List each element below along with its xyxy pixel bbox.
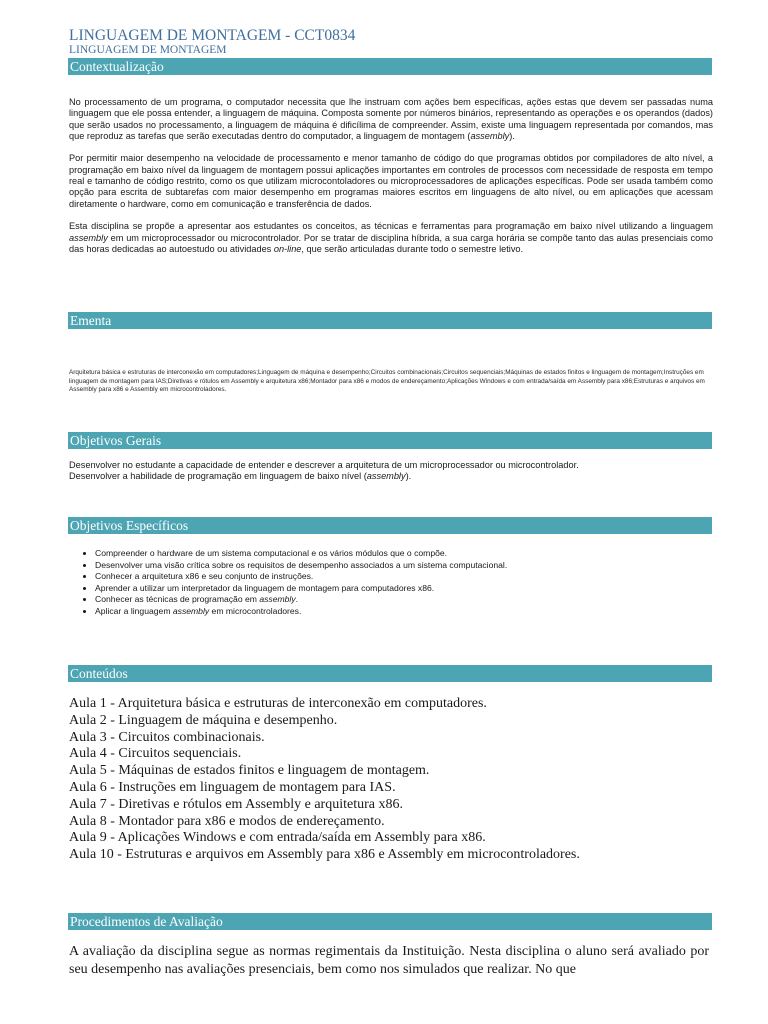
page-title: LINGUAGEM DE MONTAGEM - CCT0834 (69, 27, 356, 44)
section-header-contextualizacao: Contextualização (68, 58, 712, 75)
aula-item: Aula 10 - Estruturas e arquivos em Assembly para x86 e Assembly em microcontroladores. (69, 847, 580, 863)
section-header-objetivos-gerais: Objetivos Gerais (68, 432, 712, 449)
contextualizacao-paragraph-2: Por permitir maior desempenho na velocidade de processamento e menor tamanho de código do que programas obtidos por compiladores de alto nível, a programação em baixo nível da linguagem de montagem possui aplicações importantes em controles de processos com necessidade de resposta em tempo real e tamanho de código restrito, como os que utilizam microcontoladores ou microprocessadores de aplicações específicas. Pode ser usada também como opção para escrita de subtarefas com maior desempenho em programas maiores escritos em linguagens de alto nível, ou em aplicações que acessam diretamente o hardware, como em comunicação e transferência de dados. (69, 153, 713, 209)
contextualizacao-text (69, 97, 713, 255)
objetivo-geral-2: Desenvolver a habilidade de programação em linguagem de baixo nível (assembly). (69, 471, 412, 482)
list-item: • Aprender a utilizar um interpretador da linguagem de montagem para computadores x86. (95, 583, 715, 595)
aula-item: Aula 3 - Circuitos combinacionais. (69, 729, 265, 745)
aula-item: Aula 5 - Máquinas de estados finitos e linguagem de montagem. (69, 763, 430, 779)
list-item: • Aplicar a linguagem assembly em microcontroladores. (95, 606, 715, 618)
contextualizacao-paragraph-3: Esta disciplina se propõe a apresentar aos estudantes os conceitos, as técnicas e ferramentas para programação em baixo nível utilizando a linguagem assembly em um microprocessador ou microcontrolador. Por se tratar de disciplina híbrida, a sua carga horária se compõe tanto das aulas presenciais como das horas dedicadas ao autoestudo ou atividades on-line, que serão articuladas durante todo o semestre letivo. (69, 221, 713, 254)
objetivos-gerais-text (69, 460, 719, 483)
contextualizacao-paragraph-1: No processamento de um programa, o computador necessita que lhe instruam com ações bem específicas, ações estas que devem ser passadas numa linguagem que ele possa entender, a linguagem de máquina. Composta somente por números binários, representando as operações e os operandos (dados) que serão usados no processamento, a linguagem de máquina é dificílima de compreender. Assim, existe uma linguagem representada por comandos, mas que reproduz as tarefas que serão executadas dentro do computador, a linguagem de montagem (assembly). (69, 97, 713, 141)
aula-item: Aula 1 - Arquitetura básica e estruturas de interconexão em computadores. (69, 696, 487, 711)
section-header-conteudos: Conteúdos (68, 665, 712, 682)
objetivos-especificos-list (69, 548, 715, 617)
conteudos-list (69, 696, 709, 864)
list-item: • Conhecer as técnicas de programação em assembly. (95, 594, 715, 606)
page-subtitle: LINGUAGEM DE MONTAGEM (69, 44, 227, 56)
objetivo-geral-1: Desenvolver no estudante a capacidade de entender e descrever a arquitetura de um microprocessador ou microcontrolador. (69, 460, 579, 470)
aula-item: Aula 8 - Montador para x86 e modos de endereçamento. (69, 813, 385, 829)
aula-item: Aula 9 - Aplicações Windows e com entrada/saída em Assembly para x86. (69, 830, 486, 846)
list-item: • Compreender o hardware de um sistema computacional e os vários módulos que o compõe. (95, 548, 715, 560)
procedimentos-text: A avaliação da disciplina segue as normas regimentais da Instituição. Nesta disciplina o aluno será avaliado por seu desempenho nas avaliações presenciais, bem como nos simulados que realizar. No que (69, 944, 709, 977)
section-header-procedimentos: Procedimentos de Avaliação (68, 913, 712, 930)
ementa-text: Arquitetura básica e estruturas de interconexão em computadores;Linguagem de máquina e desempenho;Circuitos combinacionais;Circuitos sequenciais;Máquinas de estados finitos e linguagem de montagem;Instruções em linguagem de montagem para IAS;Diretivas e rótulos em Assembly e arquitetura x86;Montador para x86 e modos de endereçamento;Aplicações Windows e com entrada/saída em Assembly para x86;Estruturas e arquivos em Assembly para x86 e Assembly em microcontroladores. (69, 369, 705, 393)
aula-item: Aula 6 - Instruções em linguagem de montagem para IAS. (69, 779, 396, 795)
aula-item: Aula 2 - Linguagem de máquina e desempenho. (69, 712, 338, 728)
section-header-objetivos-especificos: Objetivos Específicos (68, 517, 712, 534)
aula-item: Aula 4 - Circuitos sequenciais. (69, 746, 242, 762)
list-item: • Conhecer a arquitetura x86 e seu conjunto de instruções. (95, 571, 715, 583)
aula-item: Aula 7 - Diretivas e rótulos em Assembly e arquitetura x86. (69, 796, 403, 812)
section-header-ementa: Ementa (68, 312, 712, 329)
list-item: • Desenvolver uma visão crítica sobre os requisitos de desempenho associados a um sistema computacional. (95, 560, 715, 572)
